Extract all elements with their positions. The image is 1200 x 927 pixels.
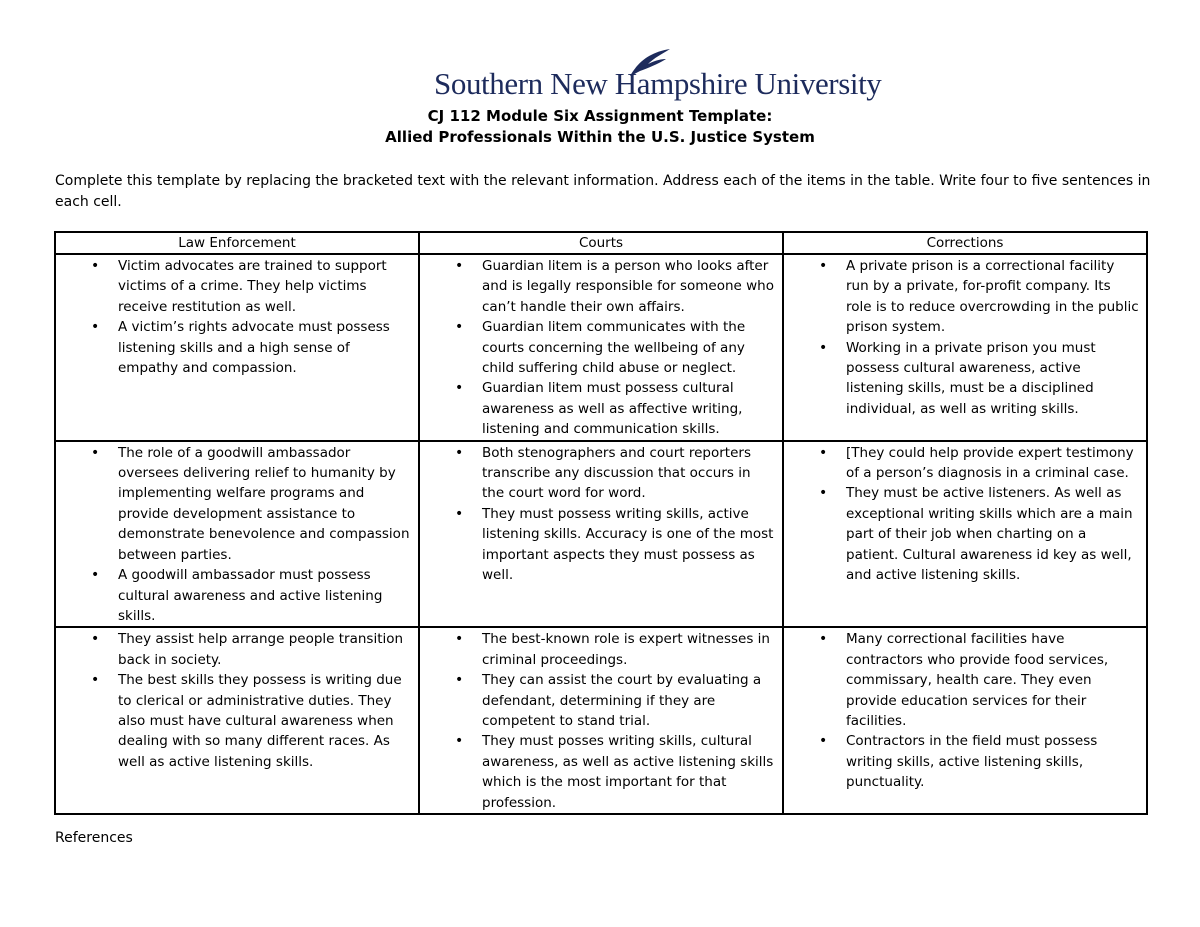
- list-item: • Both stenographers and court reporters transcribe any discussion that occurs in the court word for word.: [482, 443, 776, 504]
- list-item: • Victim advocates are trained to support victims of a crime. They help victims receive restitution as well.: [118, 256, 412, 317]
- table-cell[interactable]: [783, 627, 1147, 814]
- university-logo: [430, 48, 882, 104]
- instructions-text: Complete this template by replacing the bracketed text with the relevant information. Address each of the items in the table. Write four to five sentences in each cell.: [55, 173, 1151, 210]
- list-item: • They assist help arrange people transition back in society.: [118, 629, 412, 670]
- table-cell[interactable]: [419, 441, 783, 628]
- bullet-list: [56, 629, 418, 772]
- table-cell[interactable]: [783, 254, 1147, 441]
- assignment-table: [54, 231, 1148, 815]
- list-item: • Contractors in the field must possess writing skills, active listening skills, punctuality.: [846, 731, 1140, 792]
- column-header-corrections: Corrections: [783, 232, 1147, 254]
- bullet-list: [56, 443, 418, 627]
- list-item: • The best skills they possess is writing due to clerical or administrative duties. They also must have cultural awareness when dealing with so many different races. As well as active listening skills.: [118, 670, 412, 772]
- list-item: • Guardian litem must possess cultural awareness as well as affective writing, listening and communication skills.: [482, 378, 776, 439]
- table-cell[interactable]: [783, 441, 1147, 628]
- table-cell[interactable]: [419, 254, 783, 441]
- list-item: • They must be active listeners. As well as exceptional writing skills which are a main part of their job when charting on a patient. Cultural awareness id key as well, and active listening skills.: [846, 483, 1140, 585]
- references-heading: References: [55, 830, 133, 846]
- list-item: • They can assist the court by evaluating a defendant, determining if they are competent to stand trial.: [482, 670, 776, 731]
- column-header-law-enforcement: Law Enforcement: [55, 232, 419, 254]
- table-row: [55, 441, 1147, 628]
- list-item: • They must posses writing skills, cultural awareness, as well as active listening skills which is the most important for that profession.: [482, 731, 776, 813]
- page-subtitle: Allied Professionals Within the U.S. Justice System: [385, 128, 815, 146]
- list-item: • Guardian litem is a person who looks after and is legally responsible for someone who can’t handle their own affairs.: [482, 256, 776, 317]
- table-cell[interactable]: [55, 441, 419, 628]
- list-item: • A victim’s rights advocate must possess listening skills and a high sense of empathy and compassion.: [118, 317, 412, 378]
- list-item: • Working in a private prison you must possess cultural awareness, active listening skills, must be a disciplined individual, as well as writing skills.: [846, 338, 1140, 420]
- bullet-list: [420, 256, 782, 440]
- table-cell[interactable]: [55, 627, 419, 814]
- list-item: • Many correctional facilities have contractors who provide food services, commissary, health care. They even provide education services for their facilities.: [846, 629, 1140, 731]
- table-row: [55, 627, 1147, 814]
- list-item: • They must possess writing skills, active listening skills. Accuracy is one of the most important aspects they must possess as well.: [482, 504, 776, 586]
- list-item: • A private prison is a correctional facility run by a private, for-profit company. Its role is to reduce overcrowding in the public prison system.: [846, 256, 1140, 338]
- list-item: • Guardian litem communicates with the courts concerning the wellbeing of any child suffering child abuse or neglect.: [482, 317, 776, 378]
- bullet-list: [56, 256, 418, 378]
- table-cell[interactable]: [55, 254, 419, 441]
- bullet-list: [784, 256, 1146, 419]
- bullet-list: [420, 629, 782, 813]
- bullet-list: [784, 443, 1146, 586]
- list-item: • A goodwill ambassador must possess cultural awareness and active listening skills.: [118, 565, 412, 626]
- list-item: • [They could help provide expert testimony of a person’s diagnosis in a criminal case.: [846, 443, 1140, 484]
- page-title: CJ 112 Module Six Assignment Template:: [427, 107, 773, 125]
- logo-text: Southern New Hampshire University: [434, 66, 882, 101]
- table-header-row: [55, 232, 1147, 254]
- table-cell[interactable]: [419, 627, 783, 814]
- list-item: • The role of a goodwill ambassador oversees delivering relief to humanity by implementing welfare programs and provide development assistance to demonstrate benevolence and compassion between parties.: [118, 443, 412, 565]
- list-item: • The best-known role is expert witnesses in criminal proceedings.: [482, 629, 776, 670]
- bullet-list: [420, 443, 782, 586]
- column-header-courts: Courts: [419, 232, 783, 254]
- table-row: [55, 254, 1147, 441]
- bullet-list: [784, 629, 1146, 792]
